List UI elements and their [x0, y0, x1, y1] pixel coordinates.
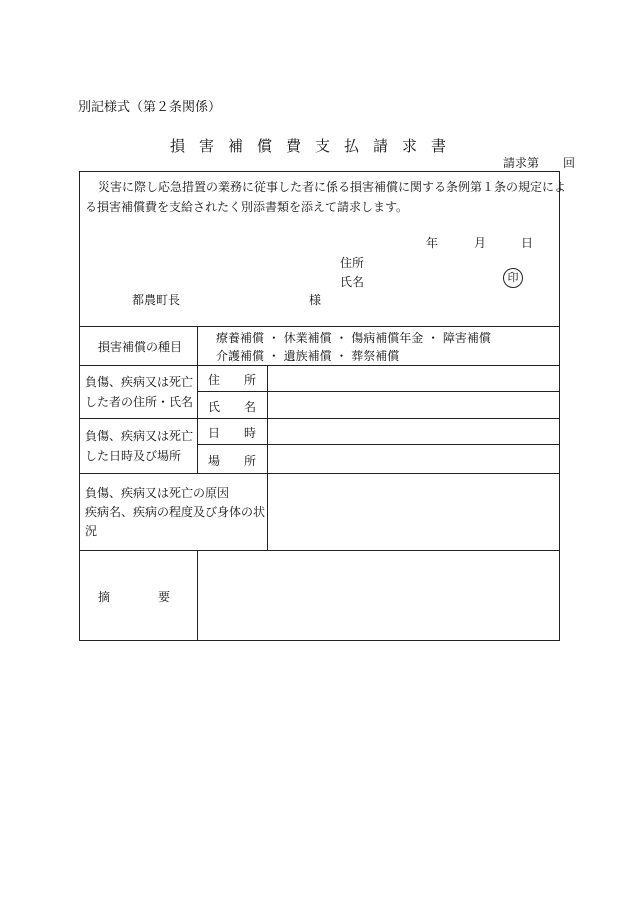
row-divider	[197, 391, 559, 392]
claim-count-label: 請求第 回	[503, 156, 576, 170]
row-divider	[80, 418, 559, 419]
date-day-label: 日	[521, 236, 534, 250]
column-divider	[267, 473, 268, 550]
column-divider	[197, 326, 198, 473]
row-divider	[80, 365, 559, 366]
column-divider	[267, 365, 268, 473]
occurrence-label-line-1: 負傷、疾病又は死亡	[85, 429, 194, 443]
occurrence-label-line-2: した日時及び場所	[85, 449, 182, 463]
victim-label-line-2: した者の住所・氏名	[85, 395, 194, 409]
form-number: 別記様式（第２条関係）	[78, 100, 222, 115]
section-divider	[80, 326, 559, 327]
cause-label-line-3: 況	[85, 524, 98, 538]
victim-label-line-1: 負傷、疾病又は死亡	[85, 375, 194, 389]
victim-name-label: 氏 名	[208, 400, 257, 414]
compensation-options-line-2: 介護補償 ・ 遺族補償 ・ 葬祭補償	[216, 349, 400, 363]
cause-label-line-2: 疾病名、疾病の程度及び身体の状	[85, 505, 266, 519]
compensation-options-line-1: 療養補償 ・ 休業補償 ・ 傷病補償年金 ・ 障害補償	[216, 331, 491, 345]
victim-address-label: 住 所	[208, 373, 257, 387]
intro-line-2: る損害補償費を支給されたく別添書類を添えて請求します。	[85, 200, 409, 214]
compensation-type-label: 損害補償の種目	[98, 340, 183, 354]
date-month-label: 月	[474, 236, 487, 250]
cause-label-line-1: 負傷、疾病又は死亡の原因	[85, 486, 230, 500]
claim-form	[79, 171, 567, 641]
intro-line-1: 災害に際し応急措置の業務に従事した者に係る損害補償に関する条例第１条の規定によ	[98, 180, 567, 194]
row-divider	[197, 444, 559, 445]
applicant-address-label: 住所	[340, 256, 365, 270]
addressee-name: 都農町長	[132, 293, 181, 307]
page-title: 損害補償費支払請求書	[169, 137, 460, 155]
row-divider	[80, 473, 559, 474]
column-divider	[197, 550, 198, 640]
applicant-name-label: 氏名	[340, 275, 365, 289]
addressee-honorific: 様	[309, 293, 322, 307]
date-year-label: 年	[426, 236, 439, 250]
seal-mark: 印	[503, 268, 523, 288]
remarks-label: 摘 要	[98, 590, 171, 604]
occurrence-place-label: 場 所	[208, 454, 257, 468]
occurrence-datetime-label: 日 時	[208, 426, 257, 440]
row-divider	[80, 550, 559, 551]
